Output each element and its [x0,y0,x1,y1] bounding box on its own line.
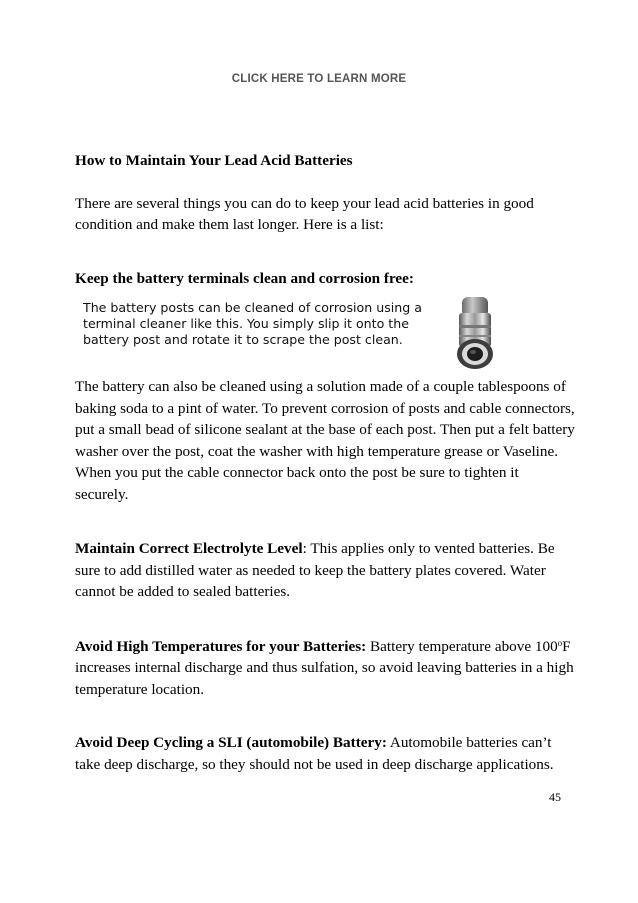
degree-mark: o [557,637,563,648]
electrolyte-heading: Maintain Correct Electrolyte Level [75,540,303,557]
learn-more-link[interactable]: CLICK HERE TO LEARN MORE [231,73,407,85]
temperature-heading: Avoid High Temperatures for your Batteries: [75,637,367,655]
terminal-cleaner-image [75,295,505,375]
deep-cycling-paragraph [75,732,575,775]
electrolyte-paragraph: Maintain Correct Electrolyte Level: This applies only to vented batteries. Be sure to add distilled water as needed to keep the battery plates covered. Water cannot be added to sealed batteries. [75,540,555,600]
battery-terminal-cleaner-tool-icon [453,295,497,371]
electrolyte-body: This applies only to vented batteries. Be sure to add distilled water as needed to keep the battery plates covered. Water cannot be added to sealed batteries. [75,540,555,600]
intro-paragraph: There are several things you can do to keep your lead acid batteries in good condition and make them last longer. Here is a list: [75,194,534,233]
temperature-body-start: Battery temperature above 100 [366,637,558,655]
page-number: 45 [549,790,561,804]
document-body [75,150,575,775]
deep-cycling-heading: Avoid Deep Cycling a SLI (automobile) Battery: [75,734,387,751]
temperature-body-end: F increases internal discharge and thus sulfation, so avoid leaving batteries in a high temperature location. [75,637,574,698]
temperature-paragraph [75,636,575,701]
page-title: How to Maintain Your Lead Acid Batteries [75,152,353,169]
section-terminals-heading: Keep the battery terminals clean and corrosion free: [75,269,414,287]
deep-cycling-body: Automobile batteries can’t take deep discharge, so they should not be used in deep discharge applications. [75,734,554,773]
terminal-cleaner-caption: The battery posts can be cleaned of corrosion using a terminal cleaner like this. You simply slip it onto the battery post and rotate it to scrape the post clean. [83,300,422,347]
terminals-cleaning-paragraph: The battery can also be cleaned using a solution made of a couple tablespoons of baking soda to a pint of water. To prevent corrosion of posts and cable connectors, put a small bead of silicone sealant at the base of each post. Then put a felt battery washer over the post, coat the washer with high temperature grease or Vaseline. When you put the cable connector back onto the post be sure to tighten it securely. [75,378,575,503]
